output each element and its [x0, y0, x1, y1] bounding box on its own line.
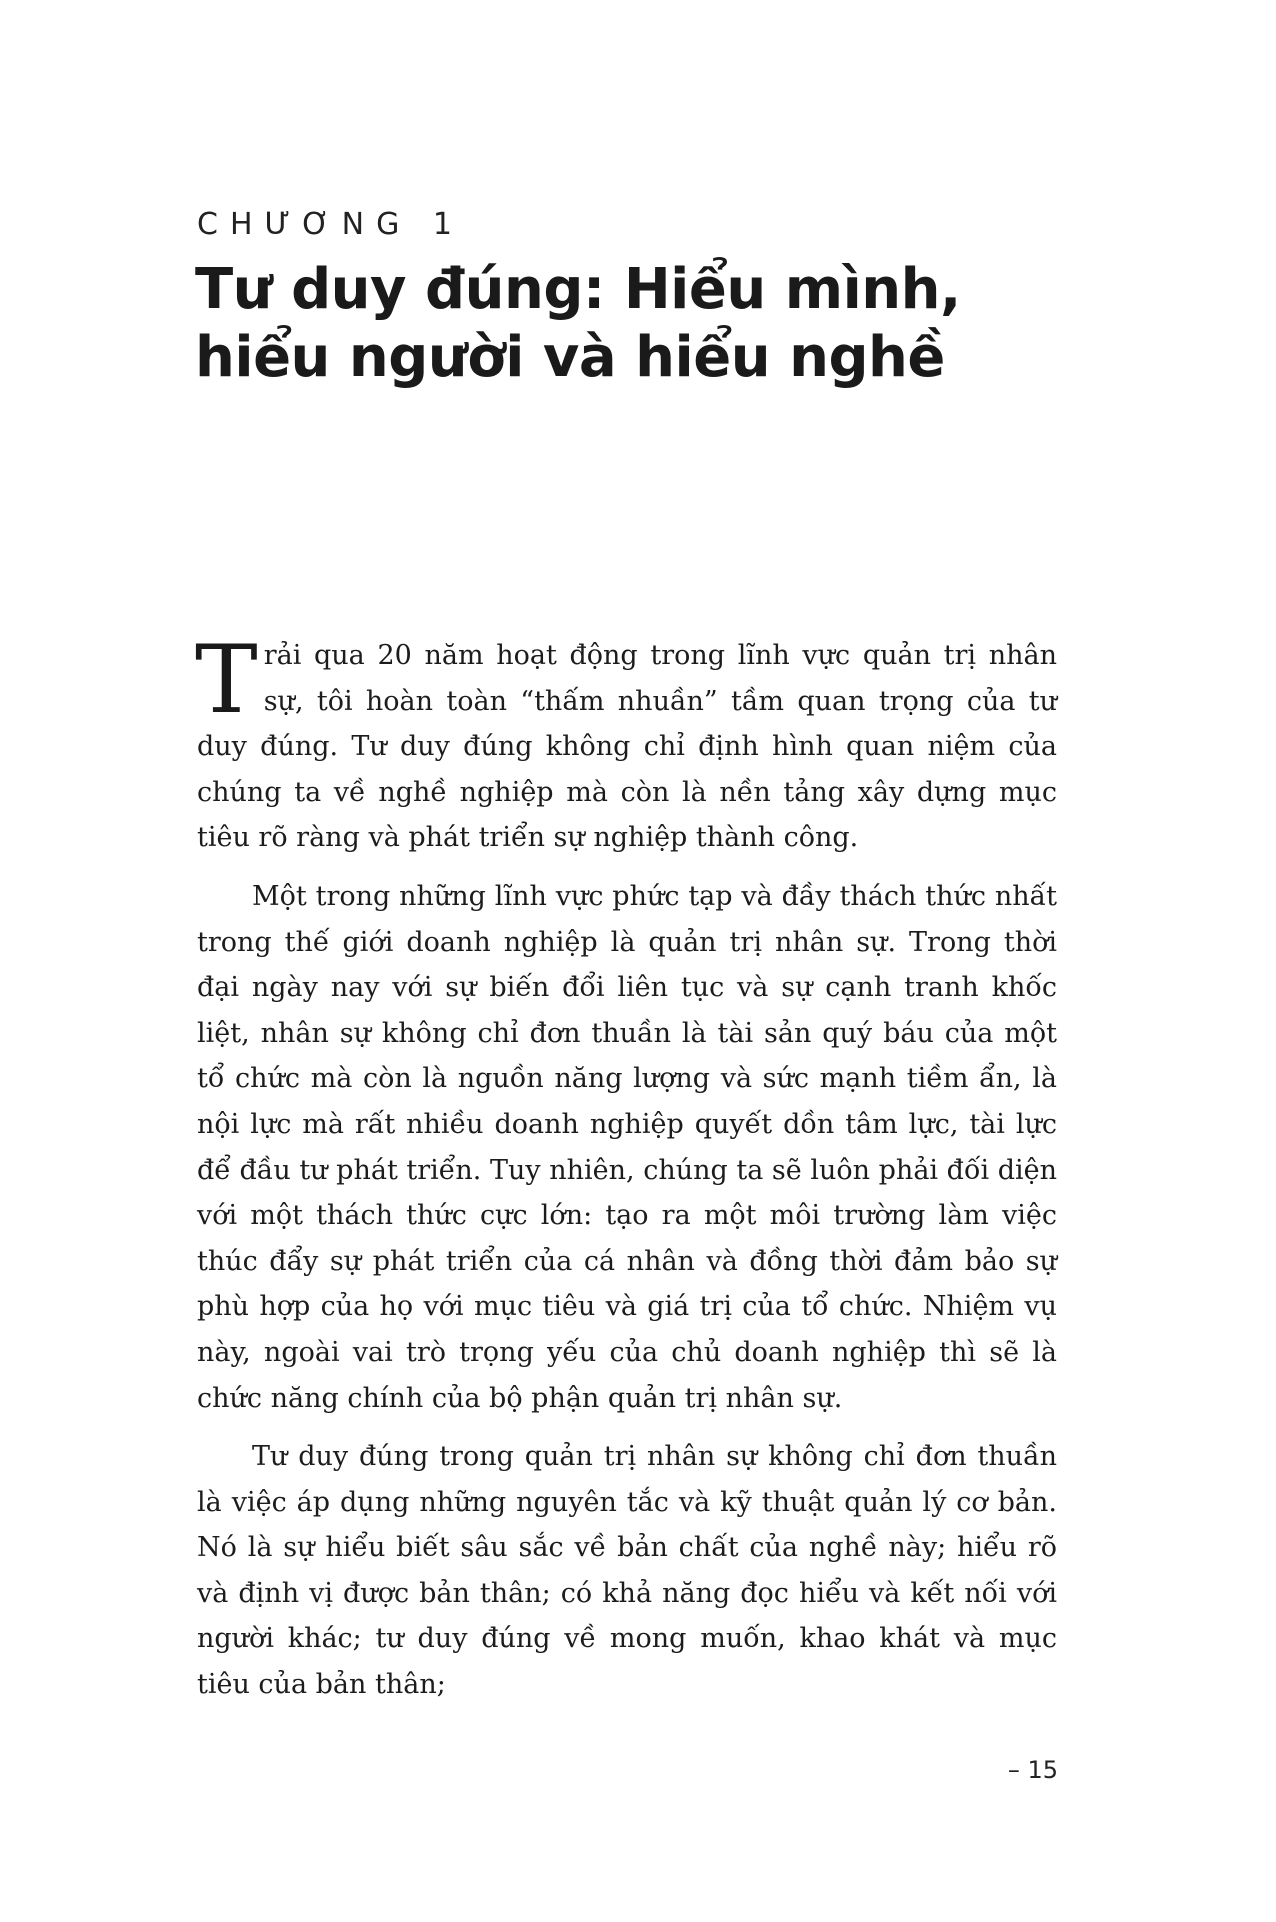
drop-cap: T: [195, 626, 258, 735]
chapter-title-line-2: hiểu người và hiểu nghề: [195, 325, 945, 390]
paragraph-3: Tư duy đúng trong quản trị nhân sự không chỉ đơn thuần là việc áp dụng những nguyên tắc và kỹ thuật quản lý cơ bản. Nó là sự hiểu biết sâu sắc về bản chất của nghề này; hiểu rõ và định vị được bản thân; có khả năng đọc hiểu và kết nối với người khác; tư duy đúng về mong muốn, khao khát và mục tiêu của bản thân;: [197, 1441, 1057, 1701]
paragraph-1: [195, 626, 1057, 861]
body-text: [195, 626, 1057, 1721]
paragraph-1-text: rải qua 20 năm hoạt động trong lĩnh vực quản trị nhân sự, tôi hoàn toàn “thấm nhuần” tầm quan trọng của tư duy đúng. Tư duy đúng không chỉ định hình quan niệm của chúng ta về nghề nghiệp mà còn là nền tảng xây dựng mục tiêu rõ ràng và phát triển sự nghiệp thành công.: [197, 640, 1057, 854]
chapter-title: [195, 256, 1115, 392]
chapter-label: CHƯƠNG 1: [197, 207, 464, 242]
paragraph-2: Một trong những lĩnh vực phức tạp và đầy thách thức nhất trong thế giới doanh nghiệp là quản trị nhân sự. Trong thời đại ngày nay với sự biến đổi liên tục và sự cạnh tranh khốc liệt, nhân sự không chỉ đơn thuần là tài sản quý báu của một tổ chức mà còn là nguồn năng lượng và sức mạnh tiềm ẩn, là nội lực mà rất nhiều doanh nghiệp quyết dồn tâm lực, tài lực để đầu tư phát triển. Tuy nhiên, chúng ta sẽ luôn phải đối diện với một thách thức cực lớn: tạo ra một môi trường làm việc thúc đẩy sự phát triển của cá nhân và đồng thời đảm bảo sự phù hợp của họ với mục tiêu và giá trị của tổ chức. Nhiệm vụ này, ngoài vai trò trọng yếu của chủ doanh nghiệp thì sẽ là chức năng chính của bộ phận quản trị nhân sự.: [197, 880, 1057, 1414]
chapter-title-line-1: Tư duy đúng: Hiểu mình,: [195, 257, 961, 322]
page-number: – 15: [1007, 1756, 1058, 1784]
